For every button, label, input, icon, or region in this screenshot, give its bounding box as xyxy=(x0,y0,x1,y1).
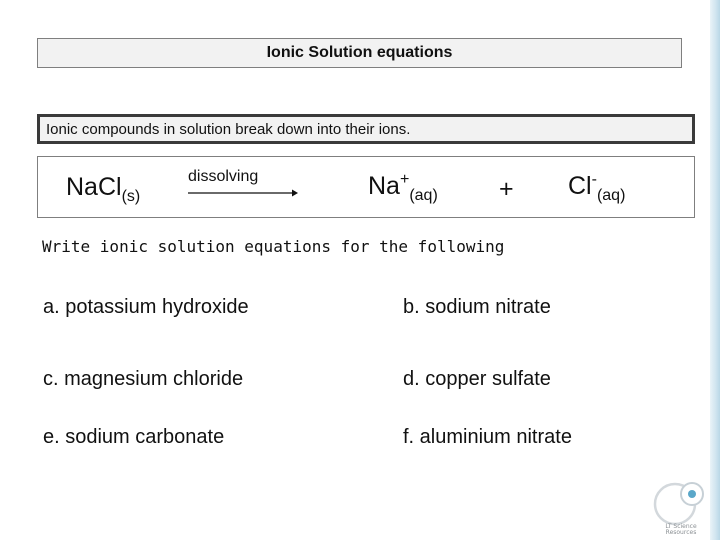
intro-text: Ionic compounds in solution break down into their ions. xyxy=(46,120,411,138)
anion-state: (aq) xyxy=(596,187,626,204)
slide-title xyxy=(37,38,682,68)
exercise-item-e: e. sodium carbonate xyxy=(43,426,225,448)
intro-banner xyxy=(37,114,695,144)
cation-formula: $Na^+_{(aq)}$ xyxy=(368,171,438,204)
reaction-condition: dissolving xyxy=(188,168,259,185)
anion-formula: $Cl^-_{(aq)}$ xyxy=(568,171,626,204)
science-resources-logo-icon xyxy=(650,480,712,536)
slide-title-text: Ionic Solution equations xyxy=(266,44,453,61)
plus-sign: + xyxy=(499,175,514,203)
svg-text:Resources: Resources xyxy=(665,529,697,536)
exercise-item-b: b. sodium nitrate xyxy=(403,296,551,318)
exercise-item-a: a. potassium hydroxide xyxy=(43,296,249,318)
reaction-arrow-icon xyxy=(188,187,298,199)
anion-charge: - xyxy=(591,171,597,188)
decorative-edge-band xyxy=(710,0,720,540)
cation-state: (aq) xyxy=(409,187,438,204)
exercise-item-f: f. aluminium nitrate xyxy=(403,426,572,448)
equation-box xyxy=(37,156,695,218)
cation-charge: + xyxy=(399,171,410,188)
instruction-text: Write ionic solution equations for the following xyxy=(42,237,505,256)
exercise-item-c: c. magnesium chloride xyxy=(43,368,244,390)
reactant-state: (s) xyxy=(121,188,141,205)
exercise-item-d: d. copper sulfate xyxy=(403,368,551,390)
svg-text:LT Science: LT Science xyxy=(665,523,697,530)
reactant-formula: NaCl$_{(s)}$ xyxy=(66,173,141,205)
